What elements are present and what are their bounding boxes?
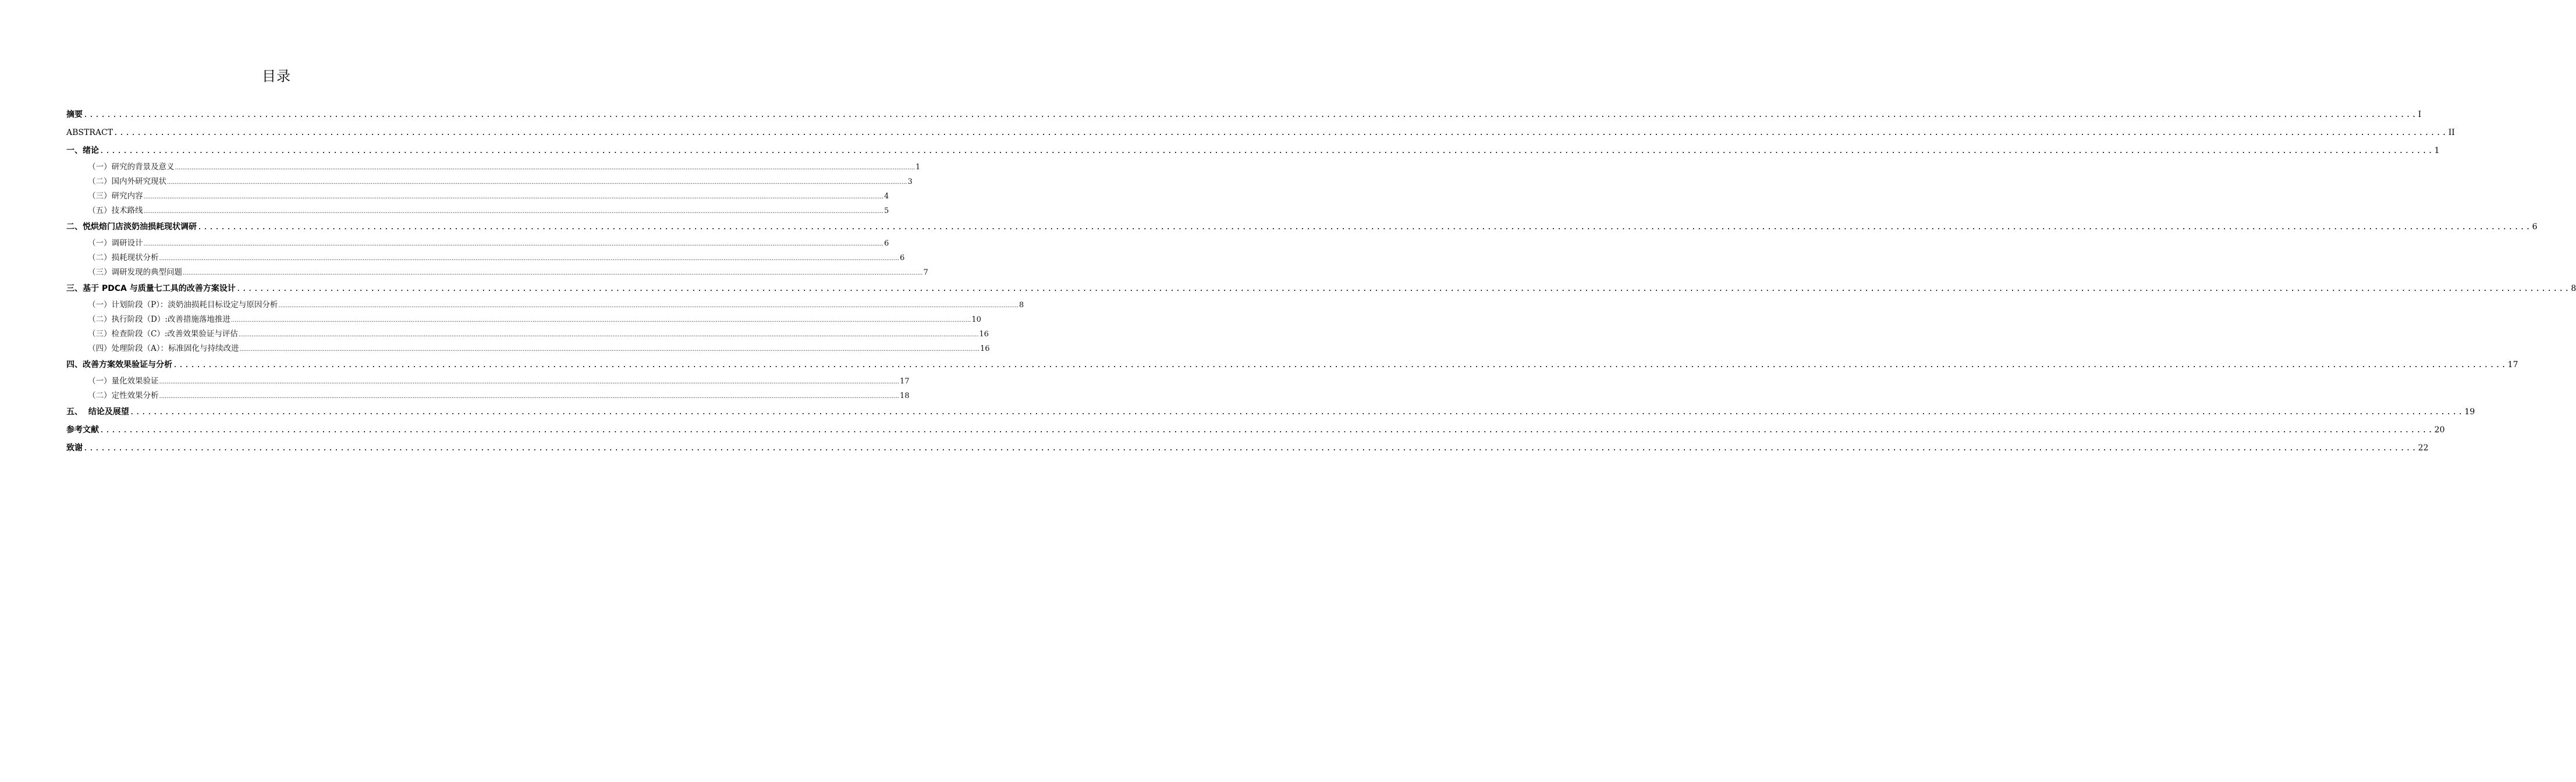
dot-leader: ................................................................................................................................................................................................................................................................................................................................................................................................................ [113,129,2448,137]
toc-page-number: 18 [899,392,910,400]
toc-page-number: 5 [883,207,889,215]
toc-page-number: 19 [2464,407,2475,417]
toc-subentry-label: （三）检查阶段（C）:改善效果验证与评估 [88,329,238,339]
dot-leader: ................................................................................................................................................................................................................................................................................................................................................................................................................ [143,208,883,215]
dot-leader: ................................................................................................................................................................................................................................................................................................................................................................................................................ [238,332,979,338]
toc-page-number: 10 [971,315,981,324]
toc-subentry[interactable] [66,204,889,218]
toc-subentry[interactable] [66,342,990,356]
toc-entry-label: 三、基于 PDCA 与质量七工具的改善方案设计 [66,284,236,293]
dot-leader: ................................................................................................................................................................................................................................................................................................................................................................................................................ [197,223,2532,232]
toc-page-number: 3 [907,177,913,186]
toc-subentry[interactable] [66,312,981,327]
dot-leader: ................................................................................................................................................................................................................................................................................................................................................................................................................ [100,147,2434,155]
table-of-contents [66,106,2576,457]
dot-leader: ................................................................................................................................................................................................................................................................................................................................................................................................................ [183,270,923,276]
toc-entry-abstract-en[interactable] [66,124,2455,142]
toc-page-number: 22 [2418,443,2429,453]
toc-page-number: 1 [2434,146,2440,155]
toc-entry-label: 二、悦烘焙门店淡奶油损耗现状调研 [66,222,197,232]
dot-leader: ................................................................................................................................................................................................................................................................................................................................................................................................................ [278,303,1019,309]
toc-subentry-label: （二）定性效果分析 [88,391,159,400]
dot-leader: ................................................................................................................................................................................................................................................................................................................................................................................................................ [129,408,2464,417]
toc-page-number: 16 [980,344,990,353]
dot-leader: ................................................................................................................................................................................................................................................................................................................................................................................................................ [159,255,899,262]
toc-subentry[interactable] [66,374,910,389]
dot-leader: ................................................................................................................................................................................................................................................................................................................................................................................................................ [230,317,971,324]
toc-subentry[interactable] [66,236,889,251]
toc-entry-label: 致谢 [66,443,83,453]
toc-entry-label: 摘要 [66,110,83,119]
toc-page-number: 20 [2434,425,2445,435]
dot-leader: ................................................................................................................................................................................................................................................................................................................................................................................................................ [239,346,980,353]
toc-page-number: 7 [923,268,928,277]
toc-subentry-label: （一）调研设计 [88,239,143,248]
toc-subentry-label: （二）国内外研究现状 [88,177,166,186]
toc-subentry-label: （三）研究内容 [88,191,143,201]
dot-leader: ................................................................................................................................................................................................................................................................................................................................................................................................................ [167,179,907,186]
toc-page-number: 8 [2571,284,2576,293]
toc-subentry-label: （二）执行阶段（D）:改善措施落地推进 [88,315,230,324]
toc-entry-chapter-3[interactable] [66,280,2576,298]
toc-page-number: 16 [979,330,989,339]
dot-leader: ................................................................................................................................................................................................................................................................................................................................................................................................................ [100,426,2434,435]
toc-subentry-label: （二）损耗现状分析 [88,253,159,262]
toc-page-number: 6 [2532,222,2538,232]
dot-leader: ................................................................................................................................................................................................................................................................................................................................................................................................................ [83,444,2418,453]
toc-subentry[interactable] [66,327,989,342]
toc-entry-chapter-4[interactable] [66,356,2518,374]
dot-leader: ................................................................................................................................................................................................................................................................................................................................................................................................................ [173,361,2507,369]
toc-entry-chapter-1[interactable] [66,142,2440,160]
dot-leader: ................................................................................................................................................................................................................................................................................................................................................................................................................ [236,285,2571,293]
toc-entry-references[interactable] [66,421,2445,439]
toc-subentry-label: （一）研究的背景及意义 [88,162,175,172]
dot-leader: ................................................................................................................................................................................................................................................................................................................................................................................................................ [143,194,883,200]
toc-subentry-label: （一）计划阶段（P）：淡奶油损耗目标设定与原因分析 [88,300,278,310]
toc-page-number: I [2418,110,2422,119]
toc-entry-label: 一、绪论 [66,146,99,155]
toc-subentry[interactable] [66,389,910,403]
toc-page-number: 17 [899,377,910,386]
toc-subentry[interactable] [66,160,921,175]
toc-subentry[interactable] [66,265,928,280]
toc-page-number: 8 [1019,301,1024,310]
toc-page-number: 17 [2507,360,2518,369]
dot-leader: ................................................................................................................................................................................................................................................................................................................................................................................................................ [83,111,2418,119]
dot-leader: ................................................................................................................................................................................................................................................................................................................................................................................................................ [159,379,899,385]
toc-subentry-label: （四）处理阶段（A）：标准固化与持续改进 [88,344,239,353]
toc-entry-abstract-cn[interactable] [66,106,2422,124]
dot-leader: ................................................................................................................................................................................................................................................................................................................................................................................................................ [143,241,883,247]
toc-page-number: 4 [883,192,889,201]
toc-subentry[interactable] [66,298,1024,312]
toc-page-number: 6 [899,254,905,262]
dot-leader: ................................................................................................................................................................................................................................................................................................................................................................................................................ [175,165,915,171]
page-title: 目录 [262,68,291,84]
toc-subentry[interactable] [66,251,905,265]
toc-subentry[interactable] [66,189,889,204]
dot-leader: ................................................................................................................................................................................................................................................................................................................................................................................................................ [159,393,899,400]
toc-subentry-label: （五）技术路线 [88,206,143,215]
toc-subentry-label: （三）调研发现的典型问题 [88,268,182,277]
toc-subentry[interactable] [66,175,913,189]
toc-entry-chapter-5[interactable] [66,403,2475,421]
toc-entry-label: 四、改善方案效果验证与分析 [66,360,172,369]
toc-entry-label: 参考文献 [66,425,99,435]
toc-entry-acknowledgements[interactable] [66,439,2429,457]
toc-page-number: 6 [883,239,889,248]
toc-page-number: II [2448,128,2455,137]
toc-entry-label: 五、 结论及展望 [66,407,129,417]
toc-entry-chapter-2[interactable] [66,218,2538,236]
toc-entry-label: ABSTRACT [66,128,113,137]
toc-subentry-label: （一）量化效果验证 [88,376,159,386]
toc-page-number: 1 [915,163,921,172]
